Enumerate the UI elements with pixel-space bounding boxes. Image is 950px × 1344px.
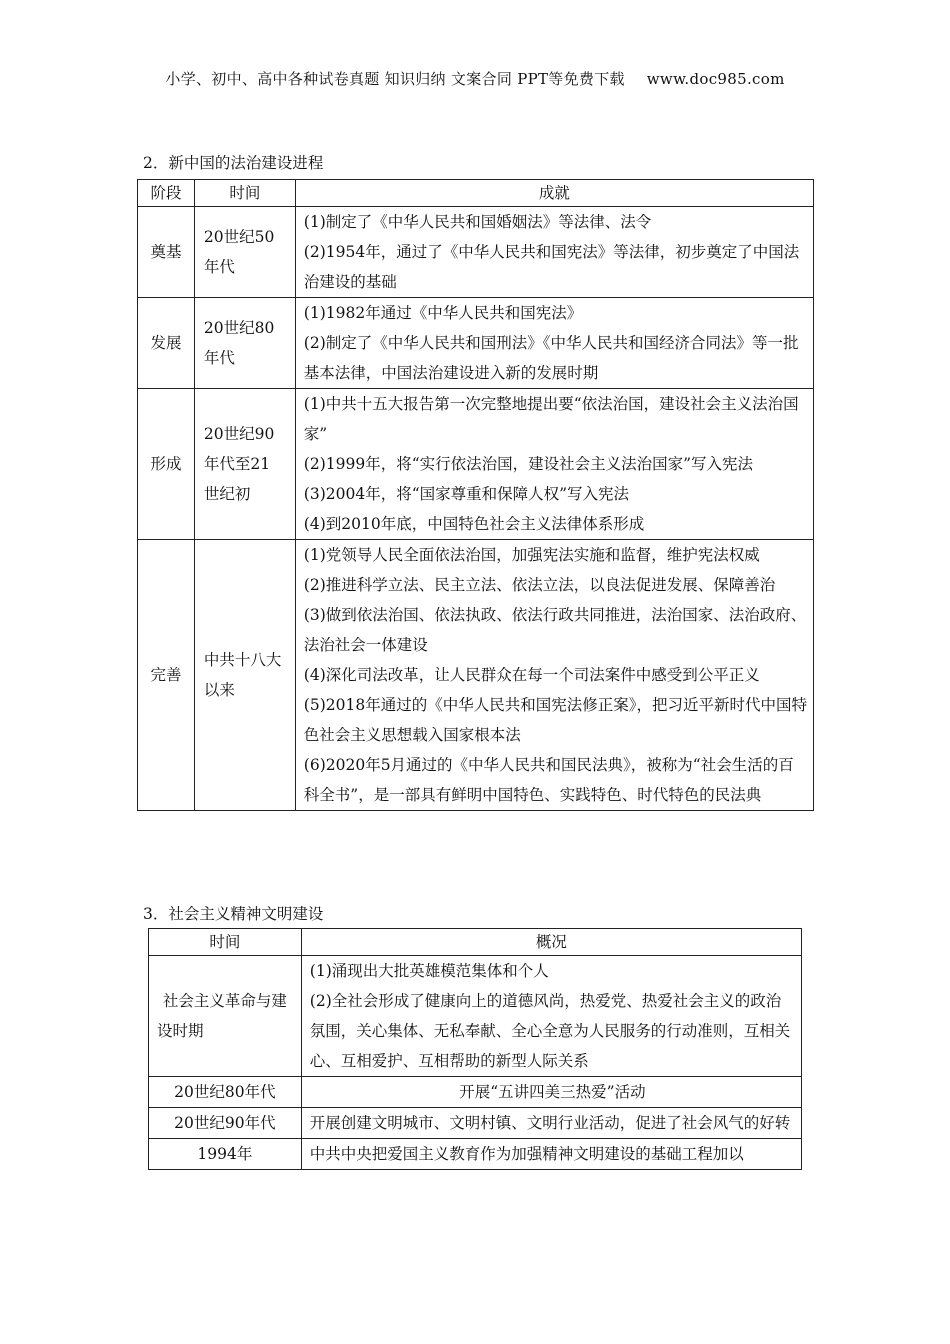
achievement-item: (2)1954年，通过了《中华人民共和国宪法》等法律，初步奠定了中国法治建设的基础	[303, 243, 800, 291]
time-line: 20世纪50	[203, 228, 275, 246]
time-line: 社会主义革命与建	[162, 992, 287, 1010]
achievement-item: (2)1999年，将“实行依法治国，建设社会主义法治国家”写入宪法	[303, 455, 754, 473]
header-text: 小学、初中、高中各种试卷真题 知识归纳 文案合同 PPT等免费下载	[165, 70, 625, 88]
achievements-cell	[295, 540, 813, 811]
achievement-item: (1)制定了《中华人民共和国婚姻法》等法律、法令	[303, 213, 652, 231]
page-header	[0, 68, 950, 89]
achievements-cell	[295, 207, 813, 298]
time-cell	[194, 207, 295, 298]
legal-construction-table	[137, 179, 814, 811]
achievement-item: (3)做到依法治国、依法执政、依法行政共同推进，法治国家、法治政府、法治社会一体建设	[303, 606, 807, 654]
achievement-item: (1)1982年通过《中华人民共和国宪法》	[303, 304, 583, 322]
overview-item: (2)全社会形成了健康向上的道德风尚，热爱党、热爱社会主义的政治氛围，关心集体、无私奉献、全心全意为人民服务的行动准则，互相关心、互相爱护、互相帮助的新型人际关系	[309, 992, 791, 1070]
achievement-item: (4)到2010年底，中国特色社会主义法律体系形成	[303, 515, 645, 533]
time-line: 以来	[203, 681, 235, 699]
time-cell	[149, 956, 302, 1077]
achievements-cell	[295, 389, 813, 540]
header-achievements: 成就	[295, 180, 813, 207]
time-line: 设时期	[157, 1022, 204, 1040]
time-cell	[194, 389, 295, 540]
table-row	[149, 956, 802, 1077]
time-line: 世纪初	[203, 485, 251, 503]
header-time: 时间	[194, 180, 295, 207]
achievement-item: (1)党领导人民全面依法治国，加强宪法实施和监督，维护宪法权威	[303, 546, 760, 564]
time-line: 20世纪90年代	[174, 1114, 276, 1132]
overview-item: 开展“五讲四美三热爱”活动	[459, 1083, 646, 1101]
header-url: www.doc985.com	[646, 70, 785, 88]
time-cell	[194, 540, 295, 811]
time-cell	[149, 1108, 302, 1139]
overview-item: (1)涌现出大批英雄模范集体和个人	[309, 962, 549, 980]
achievement-item: (4)深化司法改革，让人民群众在每一个司法案件中感受到公平正义	[303, 666, 760, 684]
overview-item: 中共中央把爱国主义教育作为加强精神文明建设的基础工程加以	[309, 1145, 744, 1163]
table-row	[149, 1077, 802, 1108]
stage-cell: 奠基	[138, 207, 195, 298]
spiritual-civilization-table	[148, 928, 802, 1170]
table-row	[138, 298, 814, 389]
table-row	[138, 389, 814, 540]
time-cell	[149, 1139, 302, 1170]
time-line: 年代	[203, 258, 235, 276]
achievement-item: (6)2020年5月通过的《中华人民共和国民法典》，被称为“社会生活的百科全书”，是一部具有鲜明中国特色、实践特色、时代特色的民法典	[303, 756, 794, 804]
overview-item: 开展创建文明城市、文明村镇、文明行业活动，促进了社会风气的好转	[309, 1114, 791, 1132]
time-cell	[194, 298, 295, 389]
time-line: 20世纪80年代	[174, 1083, 276, 1101]
time-line: 中共十八大	[203, 651, 282, 669]
achievement-item: (5)2018年通过的《中华人民共和国宪法修正案》，把习近平新时代中国特色社会主义思想载入国家根本法	[303, 696, 807, 744]
header-overview: 概况	[301, 929, 801, 956]
time-line: 年代	[203, 349, 235, 367]
stage-cell: 发展	[138, 298, 195, 389]
overview-cell	[301, 1077, 801, 1108]
stage-cell: 形成	[138, 389, 195, 540]
overview-cell	[301, 1108, 801, 1139]
table-row	[149, 1139, 802, 1170]
section-3-title: 3．社会主义精神文明建设	[143, 905, 324, 923]
time-line: 20世纪90	[203, 425, 275, 443]
table-header-row	[138, 180, 814, 207]
table-header-row	[149, 929, 802, 956]
time-line: 1994年	[197, 1145, 253, 1163]
table-row	[138, 207, 814, 298]
table-row	[138, 540, 814, 811]
achievement-item: (2)推进科学立法、民主立法、依法立法，以良法促进发展、保障善治	[303, 576, 776, 594]
achievement-item: (3)2004年，将“国家尊重和保障人权”写入宪法	[303, 485, 630, 503]
achievements-cell	[295, 298, 813, 389]
achievement-item: (2)制定了《中华人民共和国刑法》《中华人民共和国经济合同法》等一批基本法律，中国法治建设进入新的发展时期	[303, 334, 799, 382]
header-time: 时间	[149, 929, 302, 956]
time-line: 年代至21	[203, 455, 271, 473]
time-line: 20世纪80	[203, 319, 275, 337]
table-row	[149, 1108, 802, 1139]
stage-cell: 完善	[138, 540, 195, 811]
header-stage: 阶段	[138, 180, 195, 207]
section-2-title: 2．新中国的法治建设进程	[143, 154, 324, 172]
overview-cell	[301, 956, 801, 1077]
achievement-item: (1)中共十五大报告第一次完整地提出要“依法治国，建设社会主义法治国家”	[303, 395, 799, 443]
overview-cell	[301, 1139, 801, 1170]
time-cell	[149, 1077, 302, 1108]
